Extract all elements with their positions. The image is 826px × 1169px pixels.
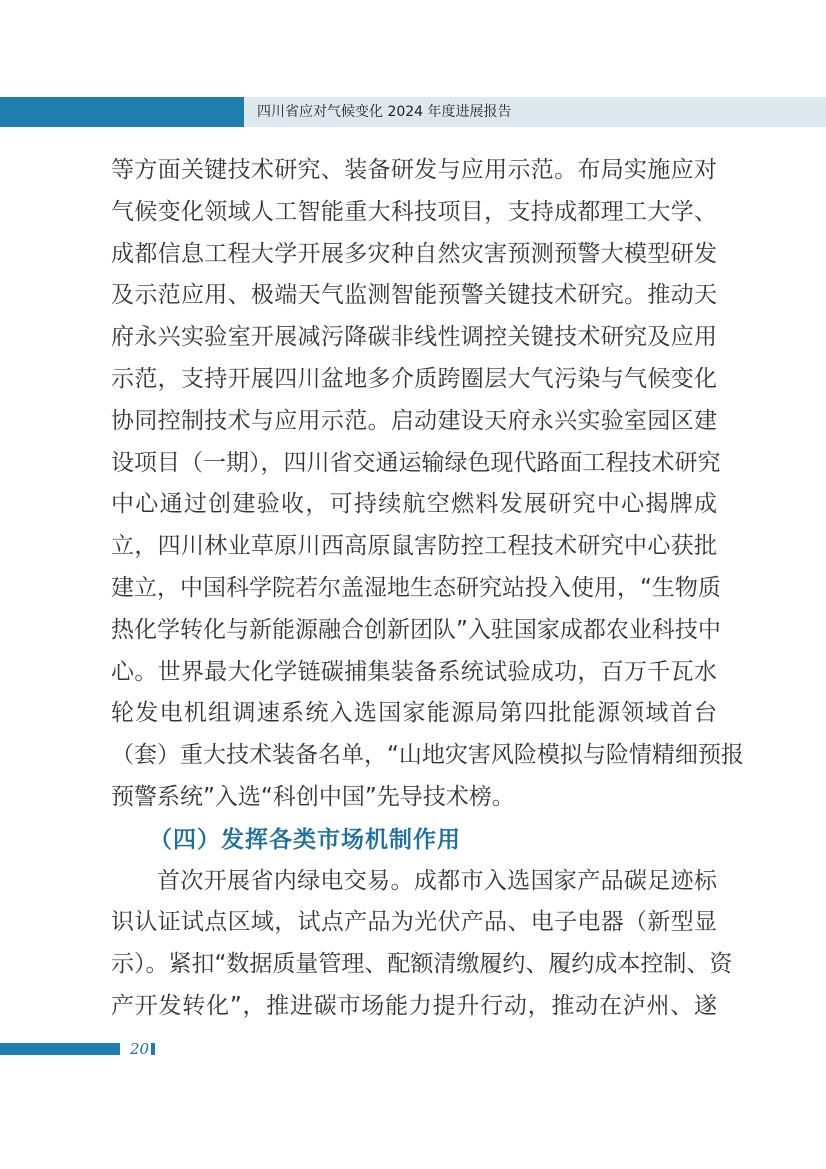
paragraph-line: 设项目（一期），四川省交通运输绿色现代路面工程技术研究 <box>111 449 721 476</box>
section-heading: （四）发挥各类市场机制作用 <box>149 825 461 853</box>
footer-accent-bar <box>0 1043 120 1055</box>
paragraph-line: 首次开展省内绿电交易。成都市入选国家产品碳足迹标 <box>157 867 717 894</box>
paragraph-line: 气候变化领域人工智能重大科技项目，支持成都理工大学、 <box>111 198 717 225</box>
body-text <box>111 150 744 1028</box>
paragraph-line: 产开发转化”，推进碳市场能力提升行动，推动在泸州、遂 <box>111 992 717 1019</box>
paragraph-line: 立，四川林业草原川西高原鼠害防控工程技术研究中心获批 <box>111 533 717 560</box>
paragraph-line: 建立，中国科学院若尔盖湿地生态研究站投入使用，“生物质 <box>111 574 721 601</box>
paragraph-line: 中心通过创建验收，可持续航空燃料发展研究中心揭牌成 <box>111 491 717 518</box>
page-number: 20 <box>130 1040 150 1058</box>
paragraph-line: 府永兴实验室开展减污降碳非线性调控关键技术研究及应用 <box>111 324 717 351</box>
paragraph-line: 及示范应用、极端天气监测智能预警关键技术研究。推动天 <box>111 282 717 309</box>
paragraph-line: 心。世界最大化学链碳捕集装备系统试验成功，百万千瓦水 <box>111 658 717 685</box>
paragraph-line: 轮发电机组调速系统入选国家能源局第四批能源领域首台 <box>111 700 717 727</box>
footer-tick-mark <box>151 1043 155 1055</box>
paragraph-line: （套）重大技术装备名单，“山地灾害风险模拟与险情精细预报 <box>111 742 744 769</box>
paragraph-line: 预警系统”入选“科创中国”先导技术榜。 <box>111 783 515 810</box>
paragraph-line: 等方面关键技术研究、装备研发与应用示范。布局实施应对 <box>111 157 717 183</box>
paragraph-line: 示范，支持开展四川盆地多介质跨圈层大气污染与气候变化 <box>111 365 717 392</box>
paragraph-line: 热化学转化与新能源融合创新团队”入驻国家成都农业科技中 <box>111 616 721 643</box>
running-header-title: 四川省应对气候变化 2024 年度进展报告 <box>257 104 512 120</box>
paragraph-line: 示）。紧扣“数据质量管理、配额清缴履约、履约成本控制、资 <box>111 951 733 978</box>
paragraph-line: 成都信息工程大学开展多灾种自然灾害预测预警大模型研发 <box>111 240 717 267</box>
paragraph-line: 协同控制技术与应用示范。启动建设天府永兴实验室园区建 <box>111 407 717 434</box>
header-accent-bar <box>0 97 244 127</box>
paragraph-line: 识认证试点区域，试点产品为光伏产品、电子电器（新型显 <box>111 909 717 936</box>
